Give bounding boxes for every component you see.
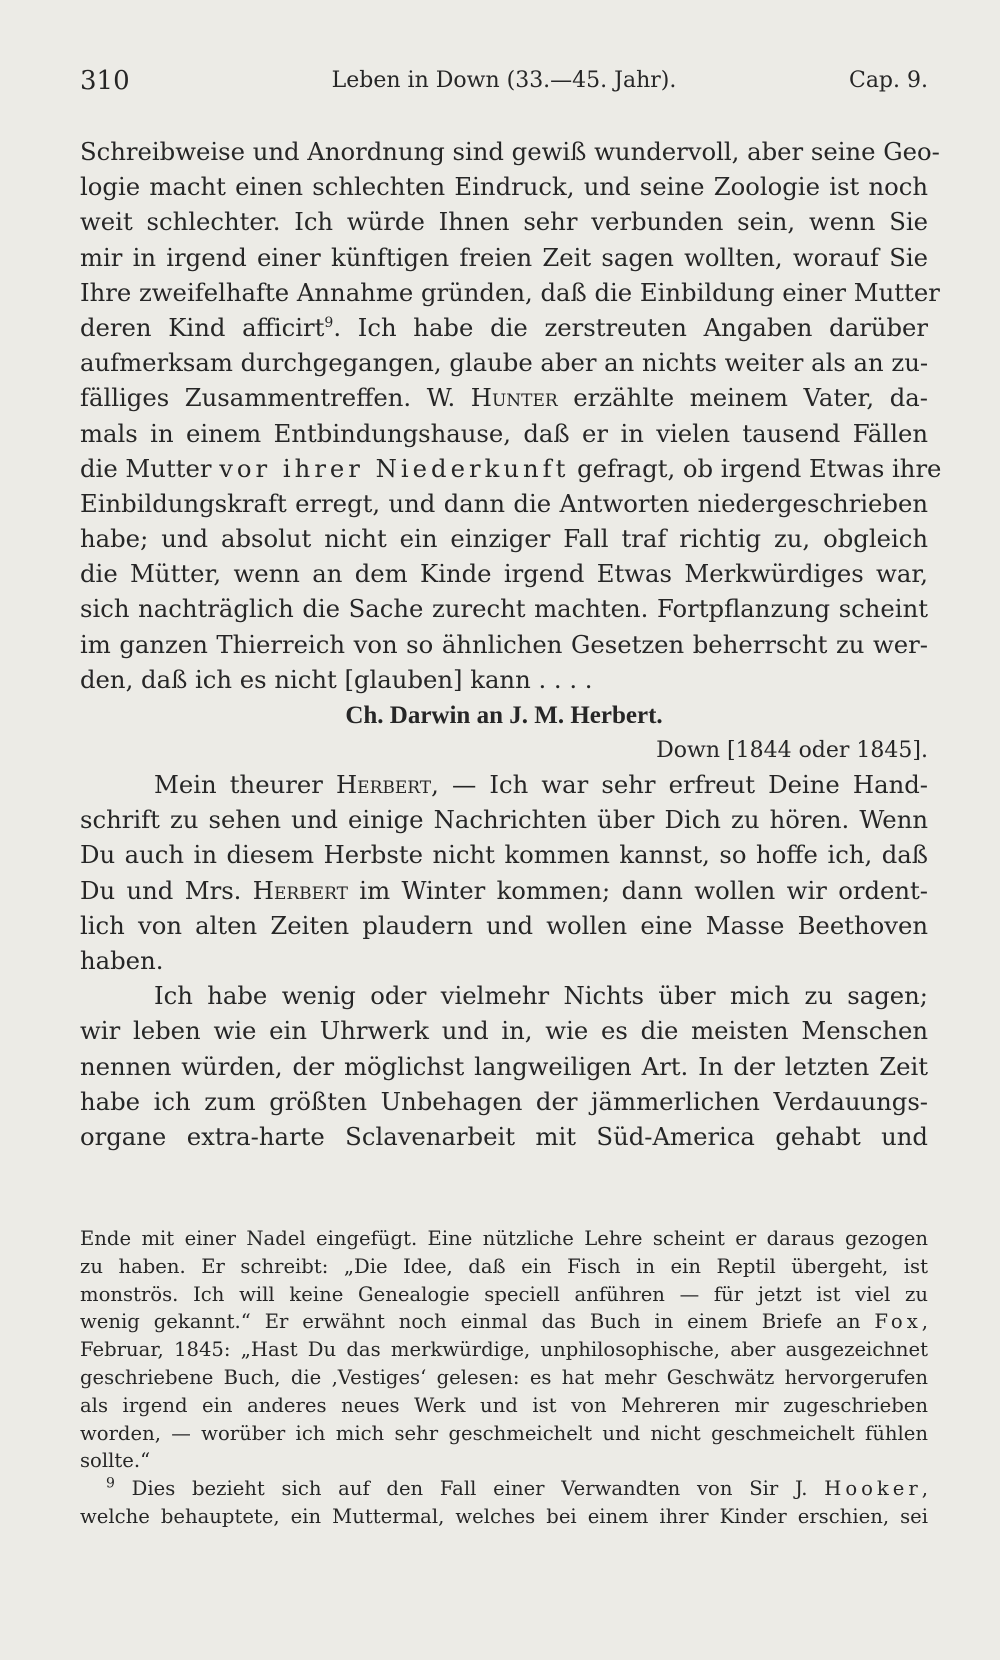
text-line (80, 873, 928, 908)
text-fragment: . Ich habe die zerstreuten Angaben darüber (333, 312, 929, 342)
text-line: wir leben wie ein Uhrwerk und in, wie es die meisten Menschen (80, 1016, 928, 1046)
footnote-9 (80, 1475, 928, 1503)
text-line (80, 451, 942, 486)
letter-place-date: Down [1844 oder 1845]. (656, 738, 928, 763)
text-line: sich nachträglich die Sache zurecht machten. Fortpflanzung scheint (80, 594, 928, 624)
running-title: Leben in Down (33.—45. Jahr). (331, 68, 677, 93)
footnote-line: Februar, 1845: „Hast Du das merkwürdige, unphilosophische, aber ausgezeichnet (80, 1338, 928, 1362)
spaced-emphasis: vor ihrer Niederkunft (219, 453, 570, 483)
text-line (80, 310, 928, 345)
text-fragment: wenig gekannt.“ Er erwähnt noch einmal das Buch in einem Briefe an (80, 1310, 875, 1334)
text-line: aufmerksam durchgegangen, glaube aber an nichts weiter als an zu- (80, 348, 929, 378)
text-line: Ihre zweifelhafte Annahme gründen, daß die Einbildung einer Mutter (80, 277, 940, 307)
person-name: Hunter (470, 383, 558, 413)
footnotes (80, 1225, 928, 1531)
footnote-line: Ende mit einer Nadel eingefügt. Eine nützliche Lehre scheint er daraus gezogen (80, 1227, 928, 1250)
text-fragment: gefragt, ob irgend Etwas ihre (569, 453, 942, 483)
text-line: mals in einem Entbindungshause, daß er in vielen tausend Fällen (80, 418, 928, 448)
text-line (80, 767, 928, 802)
footnote-line: worden, — worüber ich mich sehr geschmeichelt und nicht geschmeichelt fühlen (80, 1421, 928, 1445)
text-line: logie macht einen schlechten Eindruck, und seine Zoologie ist noch (80, 172, 928, 202)
text-line: Einbildungskraft erregt, und dann die Antworten niedergeschrieben (80, 488, 928, 518)
text-line: lich von alten Zeiten plaudern und wollen eine Masse Beethoven (80, 910, 928, 940)
text-line: Du auch in diesem Herbste nicht kommen kannst, so hoffe ich, daß (80, 840, 928, 870)
text-line: mir in irgend einer künftigen freien Zeit sagen wollten, worauf Sie (80, 242, 928, 272)
chapter-label: Cap. 9. (848, 68, 928, 93)
text-line: Ich habe wenig oder vielmehr Nichts über mich zu sagen; (154, 981, 928, 1011)
text-fragment: Du und Mrs. (80, 875, 253, 905)
footnote-ref: 9 (324, 314, 334, 331)
text-line: die Mütter, wenn an dem Kinde irgend Etwas Merkwürdiges war, (80, 559, 928, 589)
person-name: Herbert (252, 875, 348, 905)
text-fragment: erzählte meinem Vater, da- (557, 383, 928, 413)
text-fragment: , — Ich war sehr erfreut Deine Hand- (431, 770, 928, 799)
footnote-line (80, 1308, 928, 1336)
text-fragment: , (921, 1310, 928, 1334)
running-header (80, 66, 928, 106)
text-line: haben. (80, 945, 164, 975)
footnote-line: als irgend ein anderes neues Werk und ist von Mehreren mir zugeschrieben (80, 1393, 928, 1417)
footnote-marker: 9 (106, 1475, 115, 1492)
footnote-line: welche behauptete, ein Muttermal, welches bei einem ihrer Kinder erschien, sei (80, 1504, 928, 1528)
footnote-line: monströs. Ich will keine Genealogie speciell anführen — für jetzt ist viel zu (80, 1282, 928, 1306)
text-fragment: die Mutter (80, 453, 220, 483)
text-fragment: deren Kind afficirt (80, 312, 325, 342)
person-name: Herbert (335, 770, 432, 799)
spaced-emphasis: Fox (874, 1310, 922, 1334)
text-line: habe ich zum größten Unbehagen der jämmerlichen Verdauungs- (80, 1086, 928, 1116)
text-line: Schreibweise und Anordnung sind gewiß wundervoll, aber seine Geo- (80, 137, 940, 166)
text-line: weit schlechter. Ich würde Ihnen sehr verbunden sein, wenn Sie (80, 207, 928, 237)
text-fragment: im Winter kommen; dann wollen wir ordent- (347, 875, 928, 905)
text-line: habe; und absolut nicht ein einziger Fall traf richtig zu, obgleich (80, 524, 928, 554)
text-line: im ganzen Thierreich von so ähnlichen Gesetzen beherrscht zu wer- (80, 629, 928, 659)
letter-heading: Ch. Darwin an J. M. Herbert. (345, 702, 663, 729)
text-line (80, 380, 928, 415)
text-line: organe extra-harte Sclavenarbeit mit Süd-America gehabt und (80, 1121, 928, 1151)
footnote-line: sollte.“ (80, 1449, 151, 1473)
footnote-line: zu haben. Er schreibt: „Die Idee, daß ein Fisch in ein Reptil übergeht, ist (80, 1254, 928, 1278)
text-fragment: , (921, 1477, 928, 1501)
text-fragment: fälliges Zusammentreffen. W. (80, 383, 471, 413)
page-number: 310 (80, 66, 130, 96)
main-text (80, 134, 942, 1154)
spaced-emphasis: Hooker (824, 1477, 922, 1501)
text-fragment: Dies bezieht sich auf den Fall einer Verwandten von Sir J. (114, 1477, 825, 1501)
text-line: schrift zu sehen und einige Nachrichten über Dich zu hören. Wenn (80, 805, 928, 835)
text-line: den, daß ich es nicht [glauben] kann . . . . (80, 664, 593, 694)
text-fragment: Mein theurer (154, 770, 336, 799)
footnote-line: geschriebene Buch, die ‚Vestiges‘ gelesen: es hat mehr Geschwätz hervorgerufen (80, 1365, 928, 1389)
text-line: nennen würden, der möglichst langweiligen Art. In der letzten Zeit (80, 1051, 928, 1081)
